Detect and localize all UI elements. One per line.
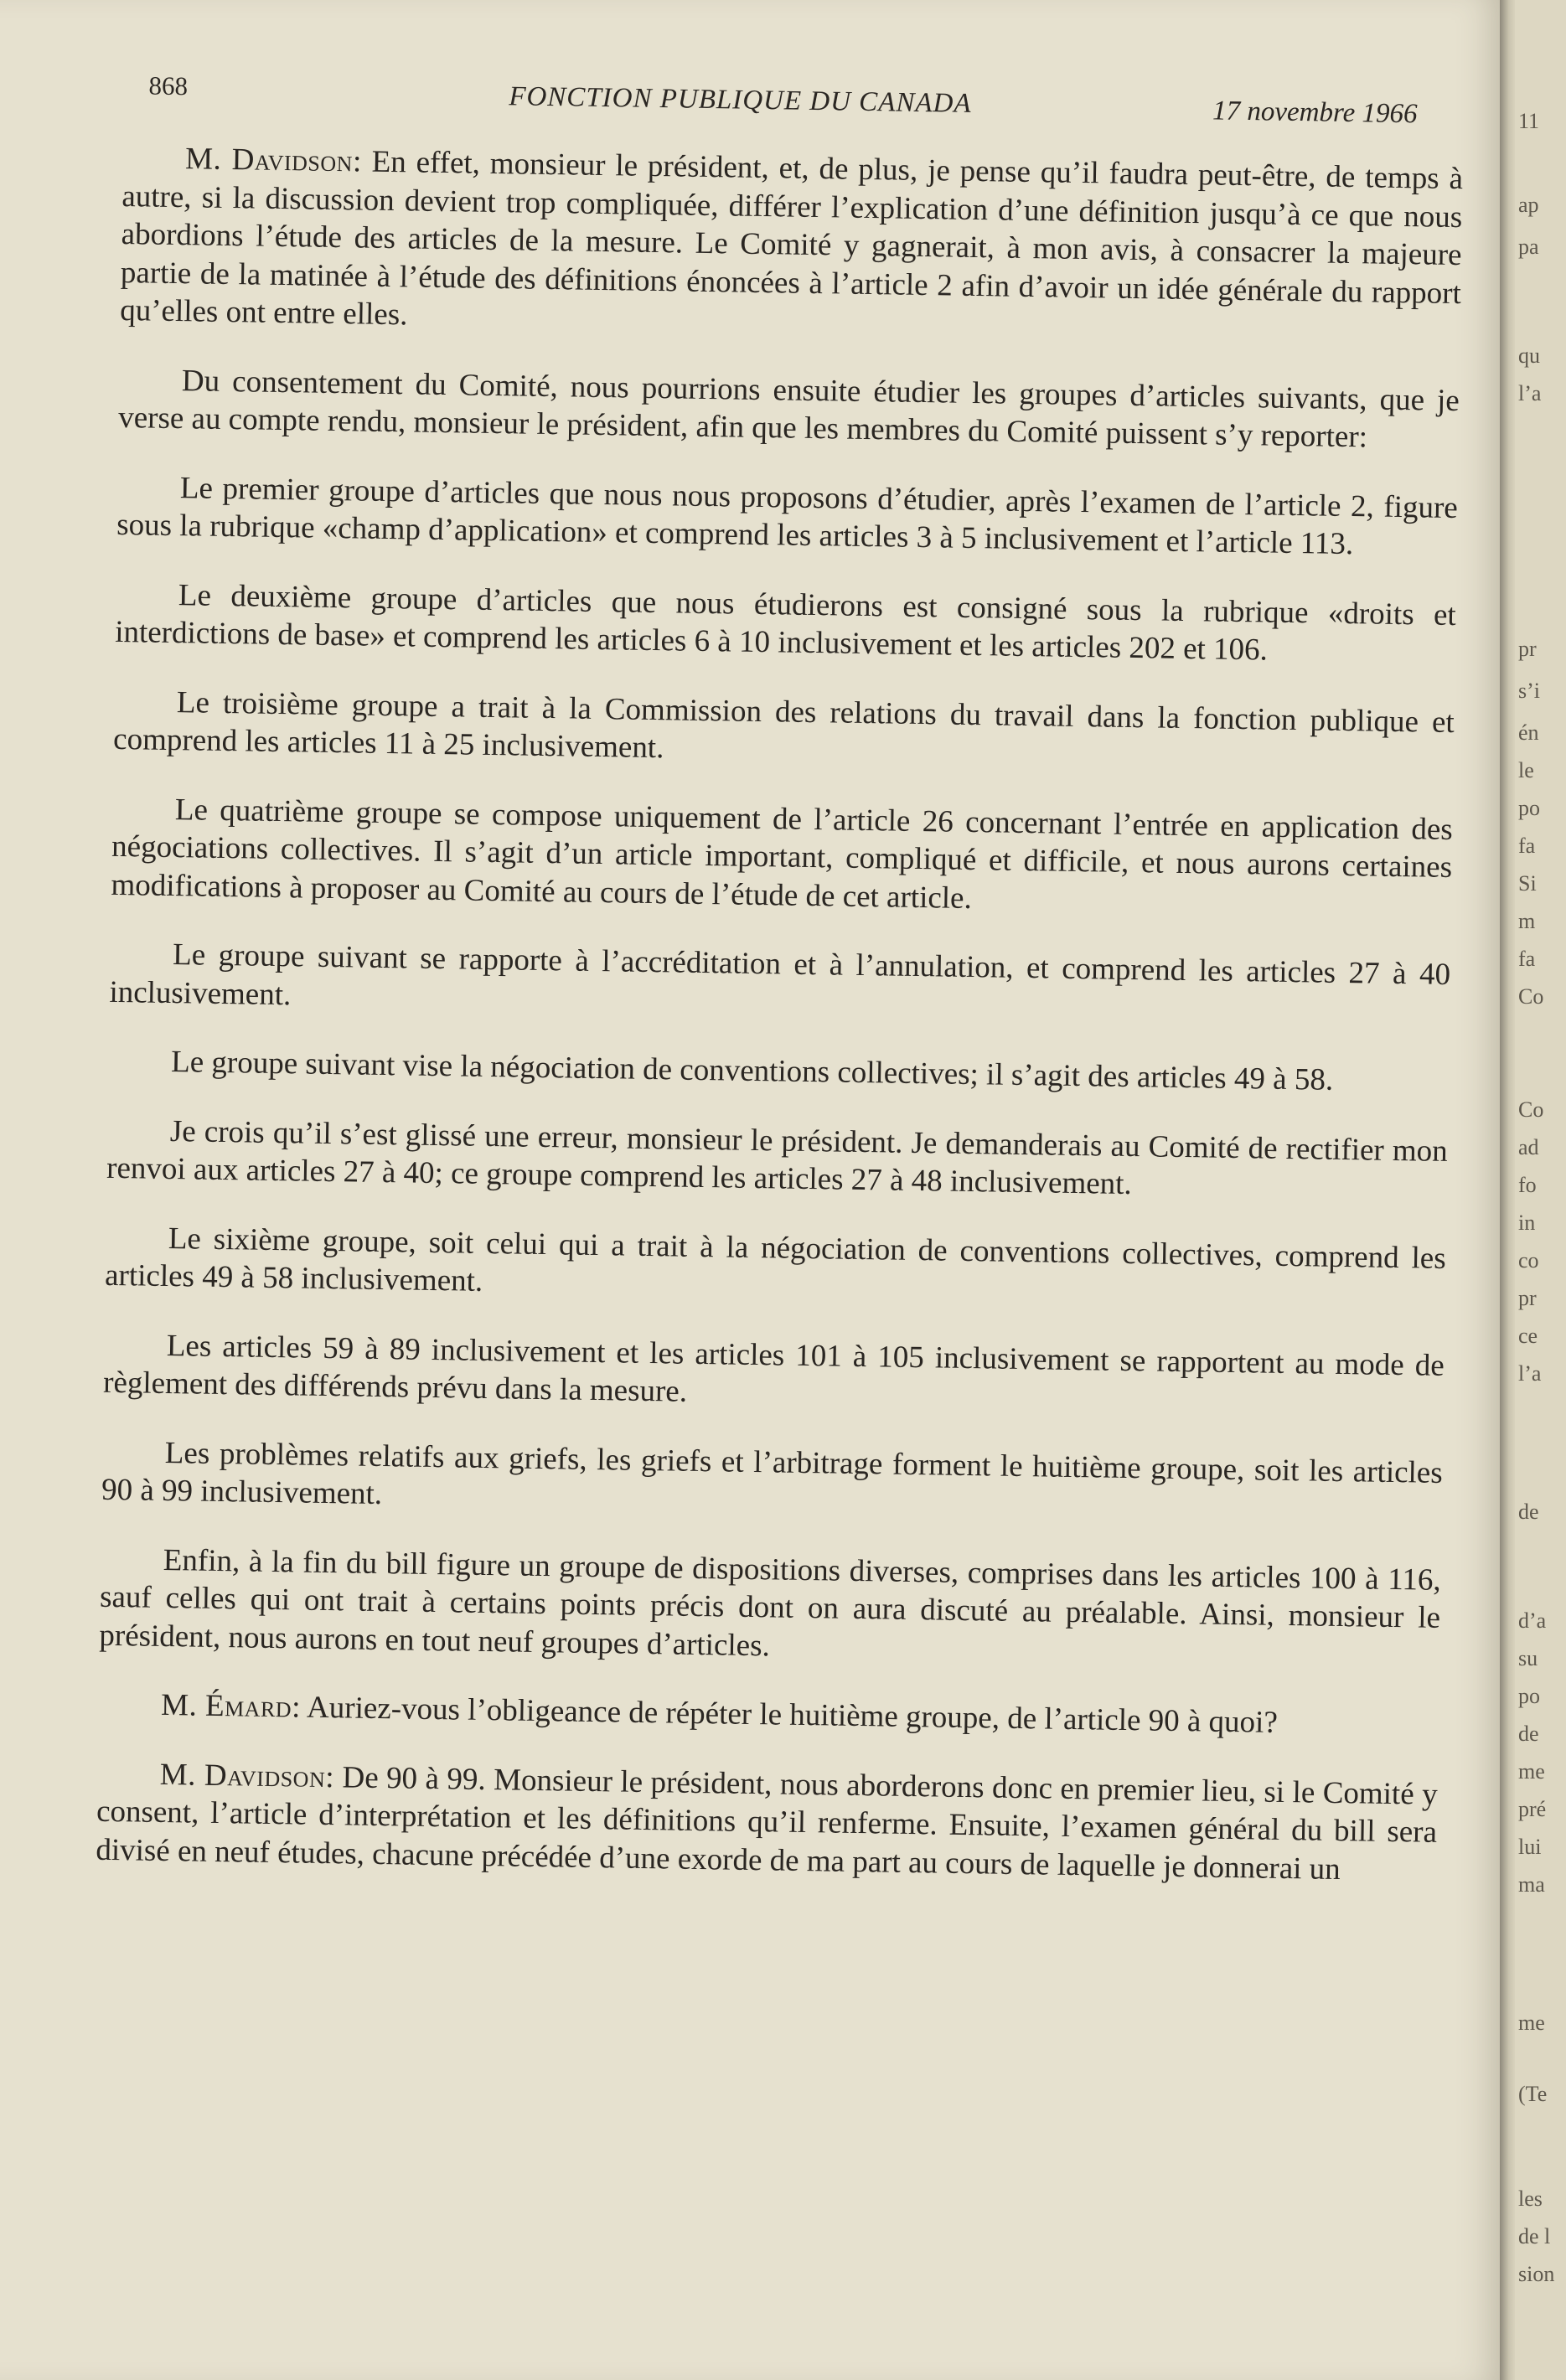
adjacent-page-fragment: Co <box>1518 1097 1544 1122</box>
adjacent-page-fragment: de l <box>1518 2224 1551 2248</box>
adjacent-page-fragment: d’a <box>1518 1608 1547 1633</box>
adjacent-page-fragment: les <box>1518 2186 1543 2211</box>
adjacent-page-fragment: qu <box>1518 343 1540 368</box>
adjacent-page-fragment: ad <box>1518 1135 1539 1159</box>
paragraph <box>111 789 1453 925</box>
adjacent-page-fragment: ce <box>1518 1324 1538 1348</box>
adjacent-page-fragment: su <box>1518 1646 1538 1670</box>
transcript-body <box>96 139 1463 1890</box>
paragraph <box>101 1433 1443 1530</box>
paragraph <box>108 1042 1450 1102</box>
speaker-name: M. Émard: <box>160 1687 302 1725</box>
adjacent-page-edge <box>1515 0 1566 2380</box>
adjacent-page-fragment: co <box>1518 1248 1539 1273</box>
paragraph-text: Le groupe suivant vise la négociation de conventions collectives; il s’agit des articles 49 à 58. <box>170 1045 1334 1097</box>
speaker-name: M. Davidson: <box>159 1757 335 1794</box>
adjacent-page-fragment: me <box>1518 2011 1545 2035</box>
paragraph <box>96 1754 1438 1890</box>
adjacent-page-fragment: fa <box>1518 834 1536 858</box>
paragraph-text: Je crois qu’il s’est glissé une erreur, monsieur le président. Je demanderais au Comité de rectifier mon renvoi aux articles 27 à 40; ce groupe comprend les articles 27 à 48 inclusivement. <box>106 1113 1449 1202</box>
paragraph-text: Enfin, à la fin du bill figure un groupe de dispositions diverses, comprises dans les articles 100 à 116, sauf celles qui ont trait à certains points précis dont on aura discuté au préalable. Ainsi, monsieur le président, nous aurons en tout neuf groupes d’articles. <box>99 1542 1441 1663</box>
adjacent-page-fragment: pa <box>1518 235 1539 259</box>
adjacent-page-fragment: me <box>1518 1759 1545 1784</box>
paragraph <box>103 1325 1445 1422</box>
adjacent-page-fragment: 11 <box>1518 109 1540 133</box>
page-number: 868 <box>148 70 189 101</box>
adjacent-page-fragment: Si <box>1518 871 1537 896</box>
adjacent-page-fragment: po <box>1518 796 1540 820</box>
paragraph <box>113 682 1455 779</box>
paragraph <box>120 139 1463 351</box>
paragraph-text: En effet, monsieur le président, et, de plus, je pense qu’il faudra peut-être, de temps à autre, si la discussion devient trop compliquée, différer l’explication d’une définition jusqu’à ce que nous abordions l’étude des articles de la mesure. Le Comité y gagnerait, à mon avis, à consacrer la majeure partie de la matinée à l’étude des définitions énoncées à l’article 2 afin d’avoir un idée générale du rapport qu’elles ont entre elles. <box>119 144 1464 333</box>
page-content <box>95 59 1464 1921</box>
paragraph <box>99 1540 1441 1675</box>
adjacent-page-fragment: Co <box>1518 984 1544 1009</box>
adjacent-page-fragment: l’a <box>1518 1361 1542 1386</box>
paragraph-text: Le sixième groupe, soit celui qui a trait à la négociation de conventions collectives, comprend les articles 49 à 58 inclusivement. <box>104 1221 1447 1298</box>
adjacent-page-fragment: pr <box>1518 637 1537 661</box>
paragraph <box>116 467 1458 565</box>
paragraph-text: Le deuxième groupe d’articles que nous étudierons est consigné sous la rubrique «droits et interdictions de base» et comprend les articles 6 à 10 inclusivement et les articles 202 et 106. <box>114 577 1457 668</box>
adjacent-page-fragment: le <box>1518 758 1534 782</box>
session-date: 17 novembre 1966 <box>1212 96 1418 130</box>
adjacent-page-fragment: fo <box>1518 1173 1537 1197</box>
adjacent-page-fragment: m <box>1518 909 1536 933</box>
adjacent-page-fragment: (Te <box>1518 2082 1548 2106</box>
paragraph <box>98 1686 1439 1745</box>
paragraph-text: Du consentement du Comité, nous pourrions ensuite étudier les groupes d’articles suivants, que je verse au compte rendu, monsieur le président, afin que les membres du Comité puissent s’y reporter: <box>117 363 1460 455</box>
adjacent-page-fragment: l’a <box>1518 381 1542 405</box>
paragraph-text: Les problèmes relatifs aux griefs, les griefs et l’arbitrage forment le huitième groupe, soit les articles 90 à 99 inclusivement. <box>101 1435 1444 1512</box>
publication-title: FONCTION PUBLIQUE DU CANADA <box>509 81 972 119</box>
adjacent-page-fragment: lui <box>1518 1835 1542 1859</box>
adjacent-page-fragment: pré <box>1518 1797 1547 1821</box>
running-header <box>123 59 1465 138</box>
adjacent-page-fragment: de <box>1518 1500 1539 1524</box>
adjacent-page-fragment: fa <box>1518 947 1536 971</box>
adjacent-page-fragment: én <box>1518 720 1539 745</box>
speaker-name: M. Davidson: <box>184 142 363 179</box>
paragraph <box>105 1218 1446 1315</box>
adjacent-page-fragment: ma <box>1518 1872 1545 1897</box>
paragraph-text: De 90 à 99. Monsieur le président, nous aborderons donc en premier lieu, si le Comité y consent, l’article d’interprétation et les définitions qu’il renferme. Ensuite, l’examen général du bill sera divisé en neuf études, chacune précédée d’une exorde de ma part au cours de laquelle je donnerai un <box>96 1759 1438 1887</box>
paragraph <box>109 935 1450 1032</box>
paragraph <box>118 360 1460 457</box>
paragraph-text: Le premier groupe d’articles que nous nous proposons d’étudier, après l’examen de l’article 2, figure sous la rubrique «champ d’application» et comprend les articles 3 à 5 inclusivement et l’article 113. <box>116 470 1459 562</box>
adjacent-page-fragment: de <box>1518 1722 1539 1746</box>
paragraph <box>106 1111 1448 1208</box>
adjacent-page-fragment: sion <box>1518 2262 1555 2286</box>
adjacent-page-fragment: ap <box>1518 193 1539 217</box>
paragraph-text: Les articles 59 à 89 inclusivement et les articles 101 à 105 inclusivement se rapportent au mode de règlement des différends prévu dans la mesure. <box>102 1328 1445 1409</box>
paragraph-text: Le troisième groupe a trait à la Commission des relations du travail dans la fonction publique et comprend les articles 11 à 25 inclusivement. <box>112 684 1455 766</box>
book-gutter <box>1500 0 1515 2380</box>
paragraph-text: Auriez-vous l’obligeance de répéter le huitième groupe, de l’article 90 à quoi? <box>300 1690 1279 1740</box>
adjacent-page-fragment: in <box>1518 1211 1536 1235</box>
adjacent-page-fragment: pr <box>1518 1286 1537 1310</box>
paragraph-text: Le groupe suivant se rapporte à l’accréditation et à l’annulation, et comprend les articles 27 à 40 inclusivement. <box>109 937 1451 1012</box>
paragraph <box>115 575 1456 672</box>
adjacent-page-fragment: s’i <box>1518 679 1540 703</box>
adjacent-page-fragment: po <box>1518 1684 1540 1708</box>
paragraph-text: Le quatrième groupe se compose uniquement de l’article 26 concernant l’entrée en application des négociations collectives. Il s’agit d’un article important, compliqué et difficile, et nous aurons certaines modifications à proposer au Comité au cours de l’étude de cet article. <box>111 792 1454 916</box>
